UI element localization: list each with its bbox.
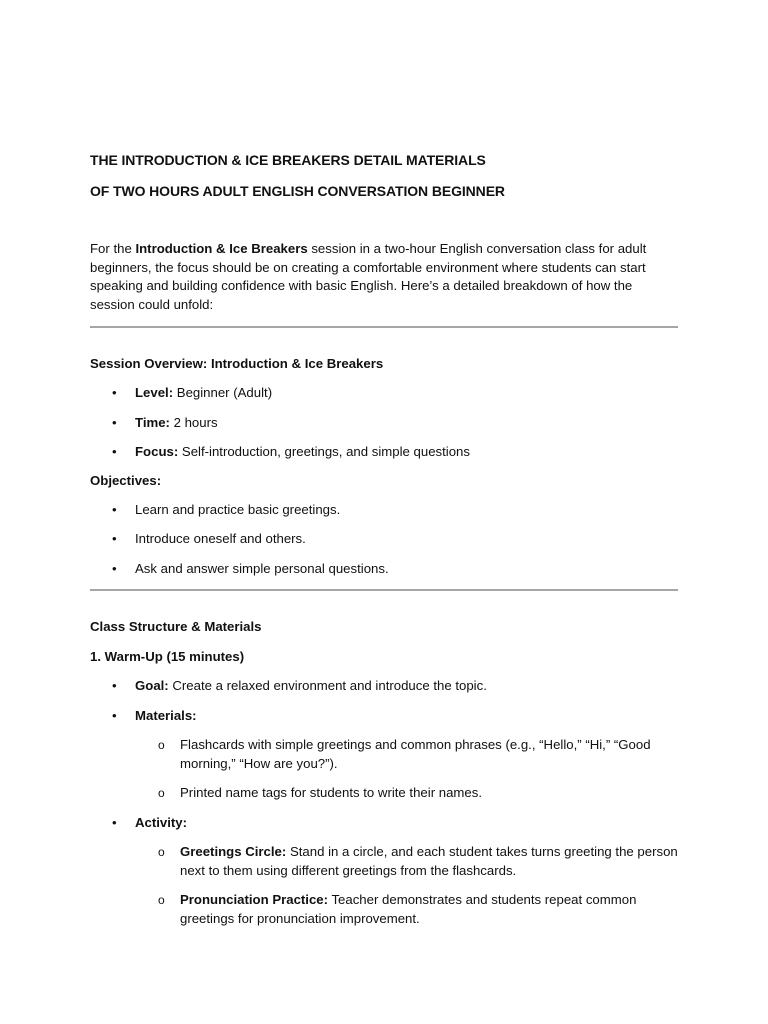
list-item (90, 384, 678, 403)
session-overview-list (90, 384, 678, 462)
item-label: Activity: (135, 814, 188, 830)
sub-bullet-marker: o (158, 786, 165, 800)
sub-list-item (90, 736, 678, 773)
sub-bullet-marker: o (158, 845, 165, 859)
list-item (90, 814, 678, 833)
intro-text-start: For the (90, 241, 136, 256)
item-label: Time: (135, 414, 170, 430)
item-text: Create a relaxed environment and introduce the topic. (168, 678, 487, 693)
warmup-list (90, 677, 678, 928)
sub-bullet-marker: o (158, 738, 165, 752)
class-structure-heading: Class Structure & Materials (90, 619, 262, 634)
item-text: Flashcards with simple greetings and common phrases (e.g., “Hello,” “Hi,” “Good morning,” “How are you?”). (180, 737, 651, 771)
list-item: • Learn and practice basic greetings. (90, 501, 678, 520)
document-title-line-1: THE INTRODUCTION & ICE BREAKERS DETAIL MATERIALS (90, 152, 486, 168)
item-text: 2 hours (169, 414, 218, 430)
item-text: Self-introduction, greetings, and simple questions (178, 444, 470, 459)
intro-text-end: session in a two-hour English conversation class for adult beginners, the focus should be on creating a comfortable environment where students can start speaking and building confidence with basic English. Here’s a detailed breakdown of how the session could unfold: (90, 241, 647, 312)
sub-list-item (90, 843, 678, 880)
document-title-line-2: OF TWO HOURS ADULT ENGLISH CONVERSATION BEGINNER (90, 183, 505, 199)
item-label: Goal: (135, 678, 169, 693)
list-item (90, 707, 678, 726)
list-item: • Ask and answer simple personal questions. (90, 560, 678, 579)
item-label: Greetings Circle: (180, 844, 287, 859)
item-label: Pronunciation Practice: (180, 892, 329, 907)
intro-bold-phrase: Introduction & Ice Breakers (135, 241, 308, 256)
list-item (90, 414, 678, 433)
list-item (90, 677, 678, 696)
item-text: Beginner (Adult) (173, 385, 273, 400)
item-label: Materials: (135, 707, 197, 723)
objectives-list (90, 501, 678, 579)
objectives-heading: Objectives: (90, 472, 162, 488)
horizontal-divider (90, 326, 678, 328)
sub-bullet-marker: o (158, 893, 165, 907)
sub-list-item (90, 784, 678, 803)
item-text: Teacher demonstrates and students repeat common greetings for pronunciation improvement. (180, 892, 637, 926)
sub-list-item (90, 891, 678, 928)
list-item (90, 443, 678, 462)
intro-paragraph (90, 240, 678, 314)
item-text: Printed name tags for students to write their names. (180, 785, 482, 800)
item-text: Stand in a circle, and each student takes turns greeting the person next to them using different greetings from the flashcards. (180, 844, 678, 878)
list-item: • Introduce oneself and others. (90, 530, 678, 549)
warmup-heading: 1. Warm-Up (15 minutes) (90, 649, 245, 664)
session-overview-heading: Session Overview: Introduction & Ice Breakers (90, 356, 384, 371)
item-label: Level: (135, 385, 174, 400)
item-label: Focus: (135, 444, 179, 459)
document-body (90, 150, 678, 928)
horizontal-divider (90, 589, 678, 591)
